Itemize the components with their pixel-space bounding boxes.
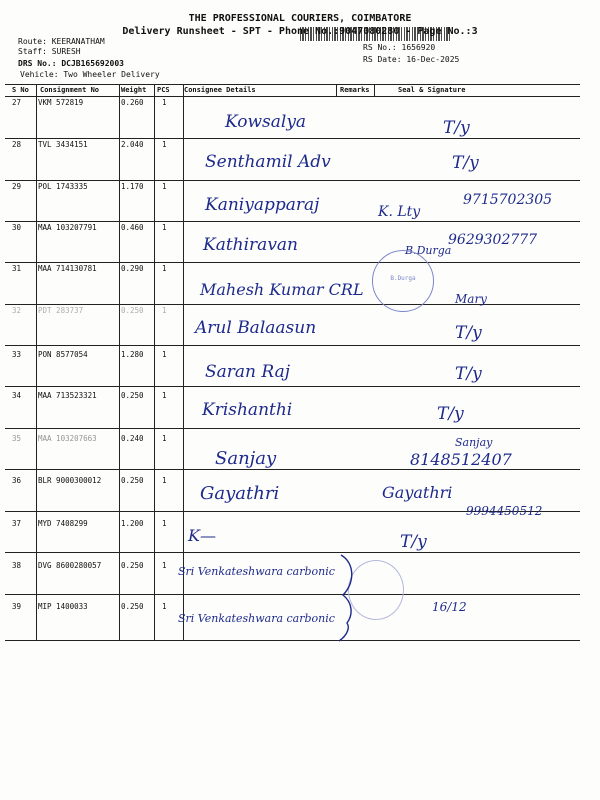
note: Mary [455, 292, 487, 306]
seal-signature: T/y [455, 364, 482, 384]
consignee-signature: Gayathri [200, 483, 280, 504]
row-pcs: 1 [162, 182, 167, 191]
col-header-pcs: PCS [157, 86, 170, 94]
row-consignment: MAA 713523321 [38, 391, 97, 400]
rs-date: RS Date: 16-Dec-2025 [363, 55, 460, 64]
row-consignment: PON 8577054 [38, 350, 88, 359]
drs-number: DRS No.: DCJB165692003 [18, 59, 124, 68]
seal-signature: K. Lty [378, 204, 421, 220]
col-header-weight: Weight [121, 86, 147, 94]
row-pcs: 1 [162, 434, 167, 443]
row-pcs: 1 [162, 519, 167, 528]
seal-signature: T/y [400, 532, 427, 552]
row-sno: 34 [12, 391, 22, 400]
row-sno: 30 [12, 223, 22, 232]
consignee-signature: Saran Raj [205, 362, 290, 382]
vehicle-label: Vehicle: Two Wheeler Delivery [20, 70, 160, 79]
row-pcs: 1 [162, 602, 167, 611]
row-pcs: 1 [162, 306, 167, 315]
seal-signature: T/y [437, 404, 464, 424]
row-sno: 32 [12, 306, 22, 315]
col-header-sno: S No [12, 86, 29, 94]
consignee-signature: Kathiravan [203, 235, 299, 255]
row-sno: 38 [12, 561, 22, 570]
brace-mark [335, 553, 357, 643]
row-consignment: PDT 283737 [38, 306, 84, 315]
row-sno: 39 [12, 602, 22, 611]
row-pcs: 1 [162, 561, 167, 570]
col-header-seal: Seal & Signature [398, 86, 466, 94]
row-sno: 35 [12, 434, 22, 443]
row-sno: 31 [12, 264, 22, 273]
row-sno: 29 [12, 182, 22, 191]
staff-label: Staff: SURESH [18, 47, 81, 56]
row-sno: 36 [12, 476, 22, 485]
row-sno: 27 [12, 98, 22, 107]
row-consignment: MIP 1400033 [38, 602, 88, 611]
row-weight: 2.040 [121, 140, 144, 149]
row-consignment: VKM 572819 [38, 98, 84, 107]
row-consignment: MAA 714130781 [38, 264, 97, 273]
consignee-signature: Sri Venkateshwara carbonic [178, 612, 335, 625]
phone-note: 9715702305 [463, 192, 553, 208]
row-pcs: 1 [162, 391, 167, 400]
route-label: Route: KEERANATHAM [18, 37, 105, 46]
consignee-signature: Arul Balaasun [195, 318, 317, 338]
row-consignment: MAA 103207791 [38, 223, 97, 232]
row-weight: 1.170 [121, 182, 144, 191]
row-pcs: 1 [162, 223, 167, 232]
row-sno: 33 [12, 350, 22, 359]
row-weight: 0.240 [121, 434, 144, 443]
delivery-stamp: B.Durga [372, 250, 434, 312]
consignee-signature: Krishanthi [202, 400, 293, 420]
runsheet-subtitle: Delivery Runsheet - SPT - Phone No.:9047080280 - Page No.:3 [122, 26, 478, 37]
col-header-consignment: Consignment No [40, 86, 100, 94]
phone-note: 9629302777 [448, 232, 538, 248]
phone-note: 8148512407 [410, 450, 512, 469]
row-consignment: POL 1743335 [38, 182, 88, 191]
row-weight: 0.250 [121, 306, 144, 315]
row-weight: 0.250 [121, 602, 144, 611]
row-pcs: 1 [162, 264, 167, 273]
row-weight: 0.250 [121, 476, 144, 485]
consignee-signature: Kowsalya [225, 112, 307, 132]
row-weight: 0.250 [121, 561, 144, 570]
consignee-signature: Mahesh Kumar CRL [200, 280, 364, 299]
row-consignment: TVL 3434151 [38, 140, 88, 149]
consignee-signature: Senthamil Adv [205, 152, 331, 172]
row-pcs: 1 [162, 98, 167, 107]
seal-signature: T/y [455, 323, 482, 343]
row-consignment: DVG 8600280057 [38, 561, 102, 570]
row-pcs: 1 [162, 140, 167, 149]
row-consignment: BLR 9000300012 [38, 476, 102, 485]
row-weight: 1.200 [121, 519, 144, 528]
seal-signature: T/y [452, 153, 479, 173]
row-consignment: MYD 7408299 [38, 519, 88, 528]
row-weight: 0.460 [121, 223, 144, 232]
consignee-signature: Sri Venkateshwara carbonic [178, 565, 335, 578]
company-title: THE PROFESSIONAL COURIERS, COIMBATORE [188, 13, 412, 24]
row-weight: 0.290 [121, 264, 144, 273]
row-pcs: 1 [162, 350, 167, 359]
consignee-signature: Kaniyapparaj [205, 195, 320, 215]
consignee-signature: Sanjay [215, 448, 277, 469]
seal-signature: Gayathri [382, 483, 453, 502]
rs-number: RS No.: 1656920 [363, 43, 436, 52]
row-sno: 37 [12, 519, 22, 528]
seal-signature: T/y [443, 118, 470, 138]
col-header-consignee: Consignee Details [184, 86, 256, 94]
seal-signature: 16/12 [432, 600, 467, 614]
row-weight: 0.250 [121, 391, 144, 400]
seal-signature: Sanjay [455, 436, 493, 449]
row-consignment: MAA 103207663 [38, 434, 97, 443]
row-pcs: 1 [162, 476, 167, 485]
consignee-signature: K— [188, 526, 216, 545]
row-sno: 28 [12, 140, 22, 149]
row-weight: 1.280 [121, 350, 144, 359]
col-header-remarks: Remarks [340, 86, 370, 94]
phone-note: 9994450512 [466, 504, 543, 518]
row-weight: 0.260 [121, 98, 144, 107]
seal-signature: B.Durga [405, 244, 452, 257]
